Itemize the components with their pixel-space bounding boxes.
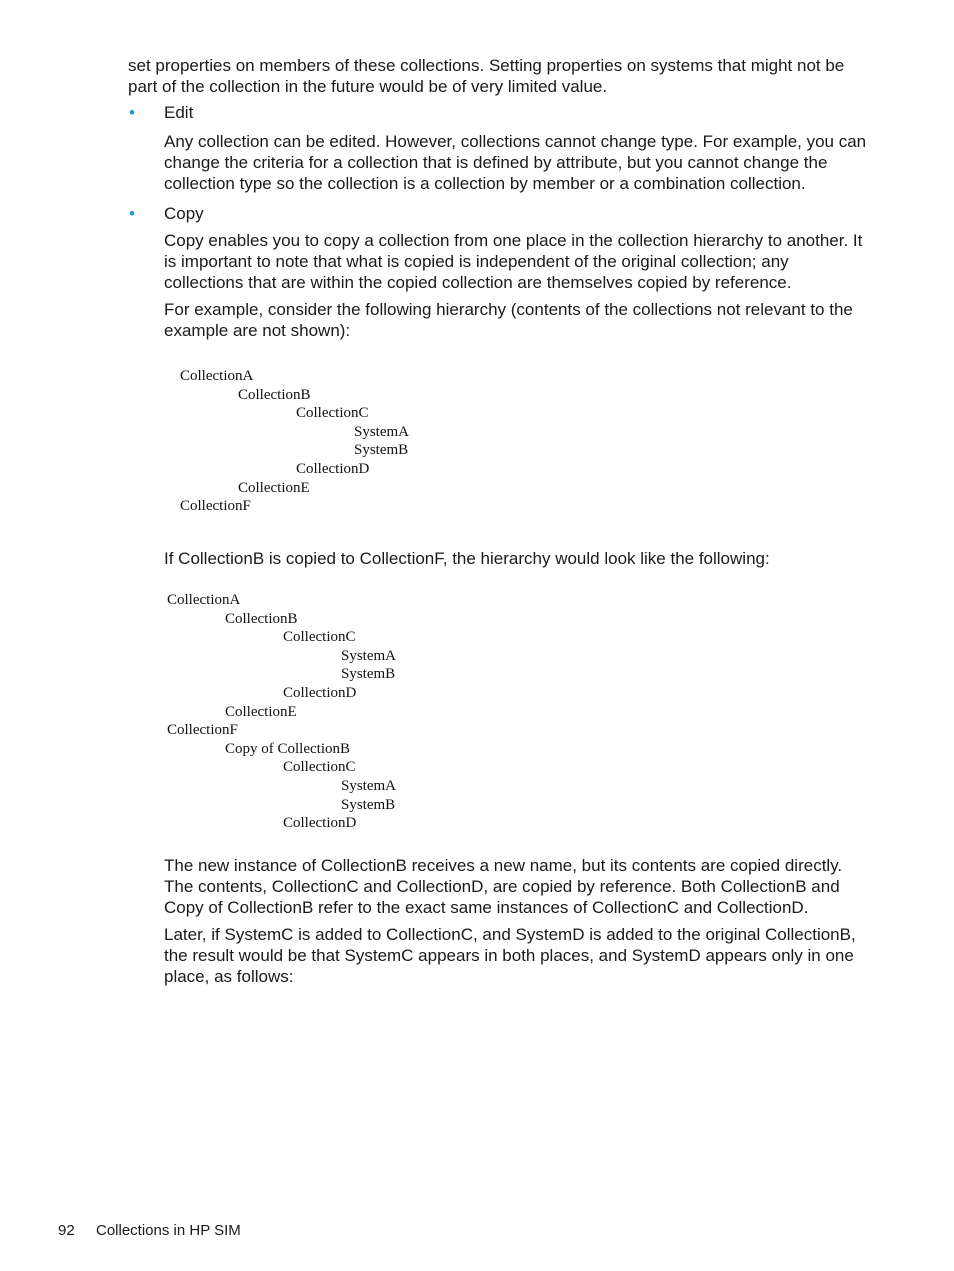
hierarchy-item: CollectionB	[238, 386, 311, 403]
hierarchy-item: CollectionD	[283, 815, 357, 832]
hierarchy-item: CollectionC	[283, 629, 356, 646]
new-instance-paragraph: The new instance of CollectionB receives a new name, but its contents are copied directly. The contents, CollectionC and CollectionD, are copied by reference. Both CollectionB and Copy of CollectionB refer to the exact same instances of CollectionC and CollectionD.	[164, 856, 843, 917]
hierarchy-item: CollectionE	[238, 479, 310, 496]
page-number: 92	[58, 1222, 75, 1239]
copy-heading: Copy	[164, 204, 204, 223]
hierarchy-item: SystemA	[354, 423, 410, 440]
hierarchy-item: SystemA	[341, 778, 397, 794]
hierarchy-item: SystemB	[341, 666, 396, 683]
hierarchy-item: CollectionB	[225, 610, 298, 627]
footer-section-title: Collections in HP SIM	[96, 1222, 241, 1239]
hierarchy-item: SystemA	[341, 647, 397, 664]
hierarchy-item: SystemB	[341, 796, 396, 813]
example-intro-paragraph: For example, consider the following hierarchy (contents of the collections not relevant to the example are not shown):	[164, 300, 853, 340]
intro-paragraph: set properties on members of these collections. Setting properties on systems that might not be part of the collection in the future would be of very limited value.	[128, 56, 845, 96]
hierarchy-item: CollectionD	[296, 461, 370, 477]
hierarchy-item: CollectionC	[296, 405, 369, 422]
bullet-icon: •	[129, 103, 135, 122]
hierarchy-item: SystemB	[354, 442, 409, 459]
hierarchy-item: CollectionA	[167, 592, 241, 608]
edit-heading: Edit	[164, 103, 194, 122]
hierarchy-item: CollectionD	[283, 685, 357, 701]
hierarchy-item: CollectionF	[180, 498, 251, 515]
hierarchy-item: Copy of CollectionB	[225, 740, 350, 757]
bullet-icon: •	[129, 204, 135, 223]
hierarchy-item: CollectionA	[180, 368, 254, 384]
hierarchy-item: CollectionC	[283, 759, 356, 776]
copy-paragraph: Copy enables you to copy a collection from one place in the collection hierarchy to another. It is important to note that what is copied is independent of the original collection; any collections that are within the copied collection are themselves copied by reference.	[164, 231, 863, 292]
later-paragraph: Later, if SystemC is added to CollectionC, and SystemD is added to the original CollectionB, the result would be that SystemC appears in both places, and SystemD appears only in one place, as follows:	[164, 925, 856, 986]
hierarchy-item: CollectionF	[167, 722, 238, 739]
copied-intro-paragraph: If CollectionB is copied to CollectionF, the hierarchy would look like the following:	[164, 549, 770, 568]
edit-paragraph: Any collection can be edited. However, collections cannot change type. For example, you can change the criteria for a collection that is defined by attribute, but you cannot change the collection type so the collection is a collection by member or a combination collection.	[164, 132, 867, 193]
hierarchy-item: CollectionE	[225, 703, 297, 720]
